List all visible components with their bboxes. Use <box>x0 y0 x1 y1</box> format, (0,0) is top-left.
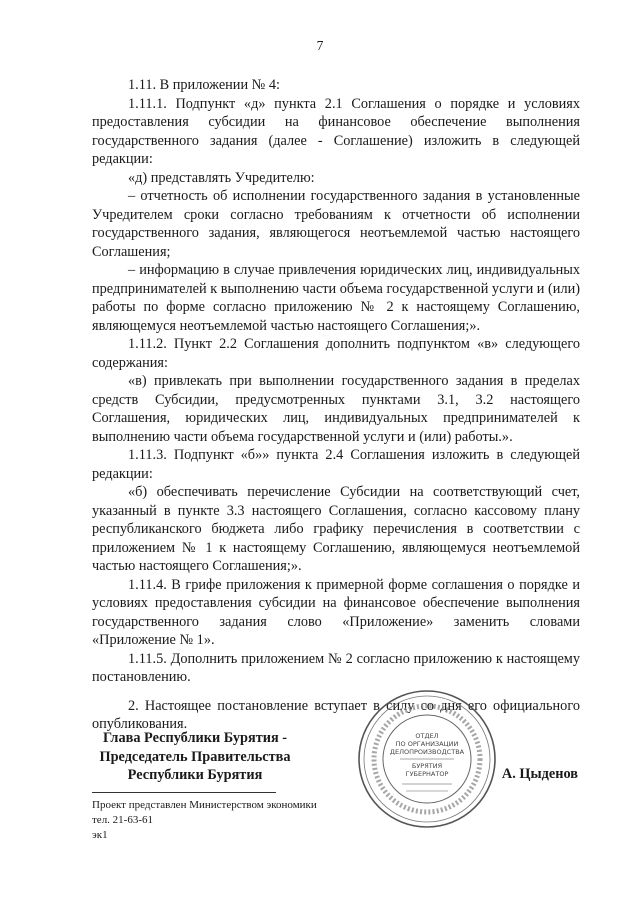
paragraph: 2. Настоящее постановление вступает в силу со дня его официального опубликования. <box>92 697 580 732</box>
footer-line: тел. 21-63-61 <box>92 814 154 826</box>
signatory-title <box>80 729 310 785</box>
signatory-title-line: Республики Бурятия <box>127 767 263 783</box>
paragraph: 1.11.3. Подпункт «б»» пункта 2.4 Соглашения изложить в следующей редакции: <box>92 447 580 482</box>
paragraph: «б) обеспечивать перечисление Субсидии на соответствующий счет, указанный в пункте 3.3 настоящего Соглашения, согласно кассовому плану республиканского бюджета либо графику перечисления в соответствии с приложением № 1 к настоящему Соглашению, являющемуся неотъемлемой частью настоящего Соглашения;». <box>92 484 580 574</box>
footer-line: Проект представлен Министерством экономики <box>92 799 317 811</box>
paragraph: – отчетность об исполнении государственного задания в установленные Учредителем сроки согласно требованиям к отчетности об исполнении государственного задания, являющегося неотъемлемой частью настоящего Соглашения; <box>92 188 580 260</box>
signatory-title-line: Глава Республики Бурятия - <box>102 730 288 746</box>
seal-text: ГУБЕРНАТОР <box>405 770 449 778</box>
paragraph: 1.11.1. Подпункт «д» пункта 2.1 Соглашения о порядке и условиях предоставления субсидии на финансовое обеспечение выполнения государственного задания (далее - Соглашение) изложить в следующей редакции: <box>92 95 580 167</box>
footer-divider <box>92 792 276 793</box>
document-body <box>92 76 580 734</box>
official-seal-icon <box>356 688 498 830</box>
paragraph: «в) привлекать при выполнении государственного задания в пределах средств Субсидии, предусмотренных пунктами 3.1, 3.2 настоящего Соглашения, юридических лиц, индивидуальных предпринимателей к выполнению части объема государственной услуги и (или) работы.». <box>92 373 580 445</box>
page-number: 7 <box>316 38 324 53</box>
signatory-name: А. Цыденов <box>501 766 578 782</box>
paragraph: – информацию в случае привлечения юридических лиц, индивидуальных предпринимателей к выполнению части объема государственной услуги и (или) работы по форме согласно приложению № 2 к настоящему Соглашению, являющемуся неотъемлемой частью настоящего Соглашения;». <box>92 262 580 334</box>
footer-note <box>92 798 317 843</box>
paragraph: 1.11.5. Дополнить приложением № 2 согласно приложению к настоящему постановлению. <box>92 650 580 685</box>
paragraph: 1.11.2. Пункт 2.2 Соглашения дополнить подпунктом «в» следующего содержания: <box>92 336 580 371</box>
seal-text: ДЕЛОПРОИЗВОДСТВА <box>389 748 465 756</box>
seal-text: ОТДЕЛ <box>415 732 439 740</box>
paragraph: 1.11.4. В грифе приложения к примерной форме соглашения о порядке и условиях предоставления субсидии на финансовое обеспечение выполнения государственного задания слово «Приложение» заменить словами «Приложение № 1». <box>92 576 580 648</box>
seal-text: БУРЯТИЯ <box>411 762 443 770</box>
signatory-title-line: Председатель Правительства <box>99 748 291 765</box>
footer-line: эк1 <box>92 829 108 841</box>
paragraph: 1.11. В приложении № 4: <box>128 77 281 93</box>
paragraph: «д) представлять Учредителю: <box>128 169 315 186</box>
seal-text: ПО ОРГАНИЗАЦИИ <box>395 740 459 748</box>
